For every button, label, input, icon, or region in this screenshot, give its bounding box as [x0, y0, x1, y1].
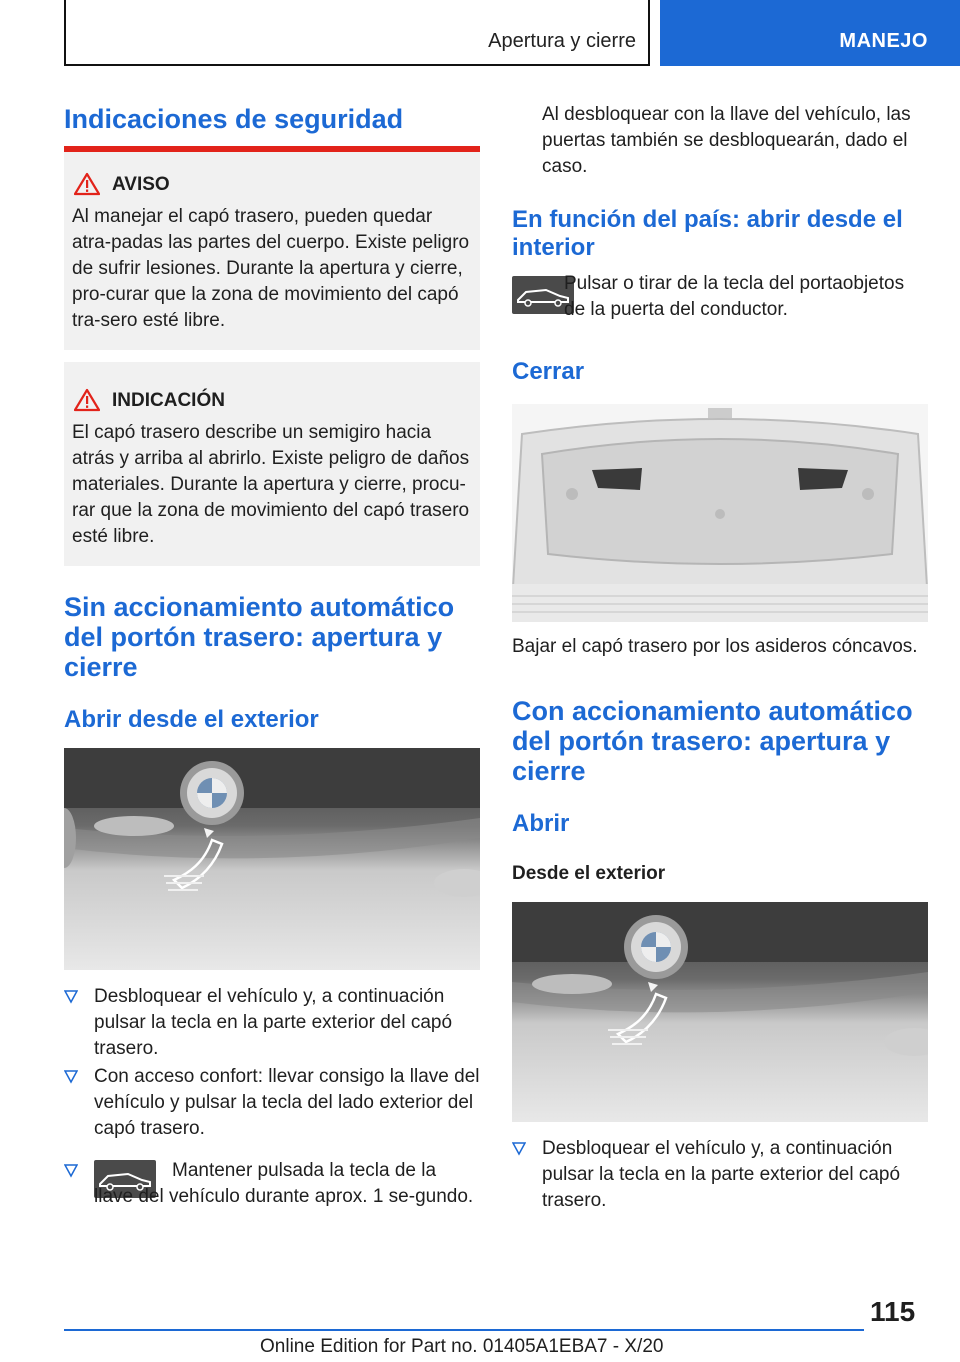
photo-trunk-exterior-2 [512, 902, 928, 1122]
bullet-text: Desbloquear el vehículo y, a continuación pulsar la tecla en la parte exterior del capó trasero. [542, 1138, 901, 1211]
bullet-triangle-icon [64, 1164, 78, 1178]
bullet-item [64, 1158, 480, 1238]
bullet-text: Mantener pulsada la tecla de la llave del vehículo durante aprox. 1 se-gundo. [94, 1160, 474, 1207]
bullet-text: Desbloquear el vehículo y, a continuación pulsar la tecla en la parte exterior del capó trasero. [94, 986, 453, 1059]
warning-triangle-icon [74, 172, 100, 196]
bullet-item [64, 1064, 480, 1144]
heading-auto-tailgate: Con accionamiento automático del portón trasero: apertura y cierre [512, 696, 913, 786]
notice-label: INDICACIÓN [112, 390, 225, 411]
country-instruction-text: Pulsar o tirar de la tecla del portaobjetos de la puerta del conductor. [564, 273, 905, 320]
heading-close: Cerrar [512, 358, 585, 385]
bullet-triangle-icon [512, 1142, 526, 1156]
heading-country-interior: En función del país: abrir desde el interior [512, 206, 903, 261]
heading-open-exterior: Abrir desde el exterior [64, 706, 319, 733]
notice-text: El capó trasero describe un semigiro hacia atrás y arriba al abrirlo. Existe peligro de daños materiales. Durante la apertura y cierre, procu-rar que la zona de movimiento del capó trasero esté libre. [72, 422, 470, 547]
heading-safety: Indicaciones de seguridad [64, 104, 404, 134]
notice-box [64, 362, 480, 566]
close-caption: Bajar el capó trasero por los asideros cóncavos. [512, 636, 918, 657]
bullet-item [64, 984, 480, 1064]
warning-label: AVISO [112, 174, 170, 195]
footer-edition: Online Edition for Part no. 01405A1EBA7 - X/20 [260, 1336, 664, 1357]
bullet-triangle-icon [64, 1070, 78, 1084]
page-number: 115 [870, 1296, 916, 1327]
notice-triangle-icon [74, 388, 100, 412]
header-section-box [64, 0, 650, 66]
heading-open: Abrir [512, 810, 570, 837]
bullet-item [512, 1136, 928, 1216]
warning-text: Al manejar el capó trasero, pueden quedar atra-padas las partes del cuerpo. Existe peligro de sufrir lesiones. Durante la apertura y cierre, pro-curar que la zona de movimiento del capó tra-sero esté libre. [72, 206, 470, 331]
heading-from-exterior: Desde el exterior [512, 863, 666, 884]
bullet-text: Con acceso confort: llevar consigo la llave del vehículo y pulsar la tecla del lado exterior del capó trasero. [94, 1066, 480, 1139]
intro-text: Al desbloquear con la llave del vehículo, las puertas también se desbloquearán, dado el caso. [542, 104, 911, 177]
heading-manual-tailgate: Sin accionamiento automático del portón trasero: apertura y cierre [64, 592, 455, 682]
footer-divider [64, 1329, 864, 1331]
warning-box [64, 146, 480, 350]
header-chapter-title: MANEJO [839, 30, 928, 52]
photo-trunk-exterior [64, 748, 480, 970]
warning-bar [64, 146, 480, 152]
photo-trunk-interior [512, 404, 928, 622]
bullet-triangle-icon [64, 990, 78, 1004]
header-section-title: Apertura y cierre [488, 30, 636, 52]
header-chapter-box [660, 0, 960, 66]
